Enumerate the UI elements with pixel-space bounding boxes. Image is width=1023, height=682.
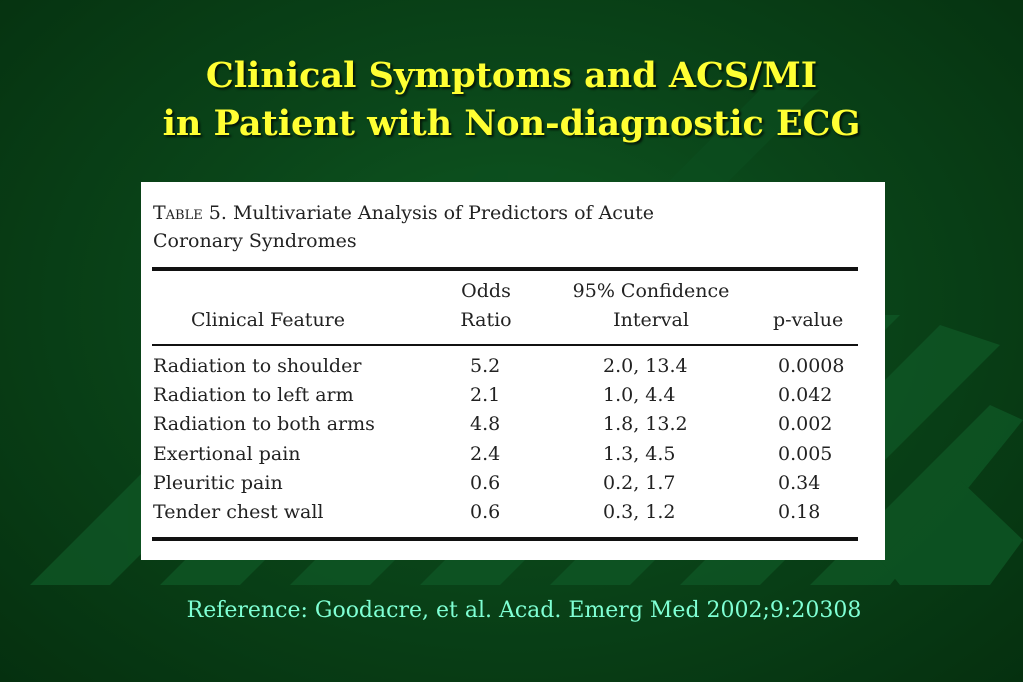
pvalue-cell: 0.0008 — [778, 355, 845, 377]
feature-cell: Tender chest wall — [153, 501, 324, 523]
odds-cell: 2.4 — [470, 442, 501, 465]
ci-header-line-2: Interval — [613, 309, 689, 331]
caption-prefix: Table — [153, 202, 203, 224]
feature-cell: Pleuritic pain — [153, 471, 283, 494]
pvalue-cell: 0.002 — [778, 413, 833, 436]
caption-line-2: Coronary Syndromes — [153, 230, 357, 252]
top-rule — [152, 267, 858, 271]
header-rule — [152, 344, 858, 346]
odds-cell: 2.1 — [470, 384, 501, 407]
table-caption — [153, 199, 853, 255]
ci-cell: 2.0, 13.4 — [603, 355, 688, 377]
reference-citation: Reference: Goodacre, et al. Acad. Emerg Med 2002;9:20308 — [186, 598, 862, 623]
odds-cell: 0.6 — [470, 501, 501, 523]
odds-header-line-2: Ratio — [460, 309, 512, 331]
table-image — [141, 182, 885, 560]
pvalue-cell: 0.34 — [778, 471, 821, 494]
pvalue-cell: 0.18 — [778, 501, 821, 523]
feature-cell: Radiation to both arms — [153, 413, 375, 436]
ci-header-line-1: 95% Confidence — [572, 280, 730, 302]
pvalue-cell: 0.042 — [778, 384, 833, 407]
odds-cell: 4.8 — [470, 413, 501, 436]
caption-line-1: 5. Multivariate Analysis of Predictors of Acute — [202, 202, 655, 224]
ci-cell: 1.0, 4.4 — [603, 384, 676, 407]
odds-cell: 0.6 — [470, 471, 501, 494]
bottom-rule — [152, 537, 858, 541]
pvalue-header: p-value — [773, 309, 844, 331]
title-line-1: Clinical Symptoms and ACS/MI — [205, 55, 818, 96]
ci-cell: 1.8, 13.2 — [603, 413, 688, 436]
feature-cell: Radiation to left arm — [153, 384, 354, 407]
odds-cell: 5.2 — [470, 355, 501, 377]
slide-title — [0, 52, 1023, 148]
pvalue-cell: 0.005 — [778, 442, 833, 465]
feature-header: Clinical Feature — [191, 309, 346, 331]
odds-header-line-1: Odds — [461, 280, 511, 302]
title-line-2: in Patient with Non-diagnostic ECG — [162, 103, 861, 144]
ci-cell: 0.3, 1.2 — [603, 501, 676, 523]
feature-cell: Radiation to shoulder — [153, 355, 362, 377]
feature-cell: Exertional pain — [153, 442, 301, 465]
ci-cell: 0.2, 1.7 — [603, 471, 676, 494]
ci-cell: 1.3, 4.5 — [603, 442, 676, 465]
